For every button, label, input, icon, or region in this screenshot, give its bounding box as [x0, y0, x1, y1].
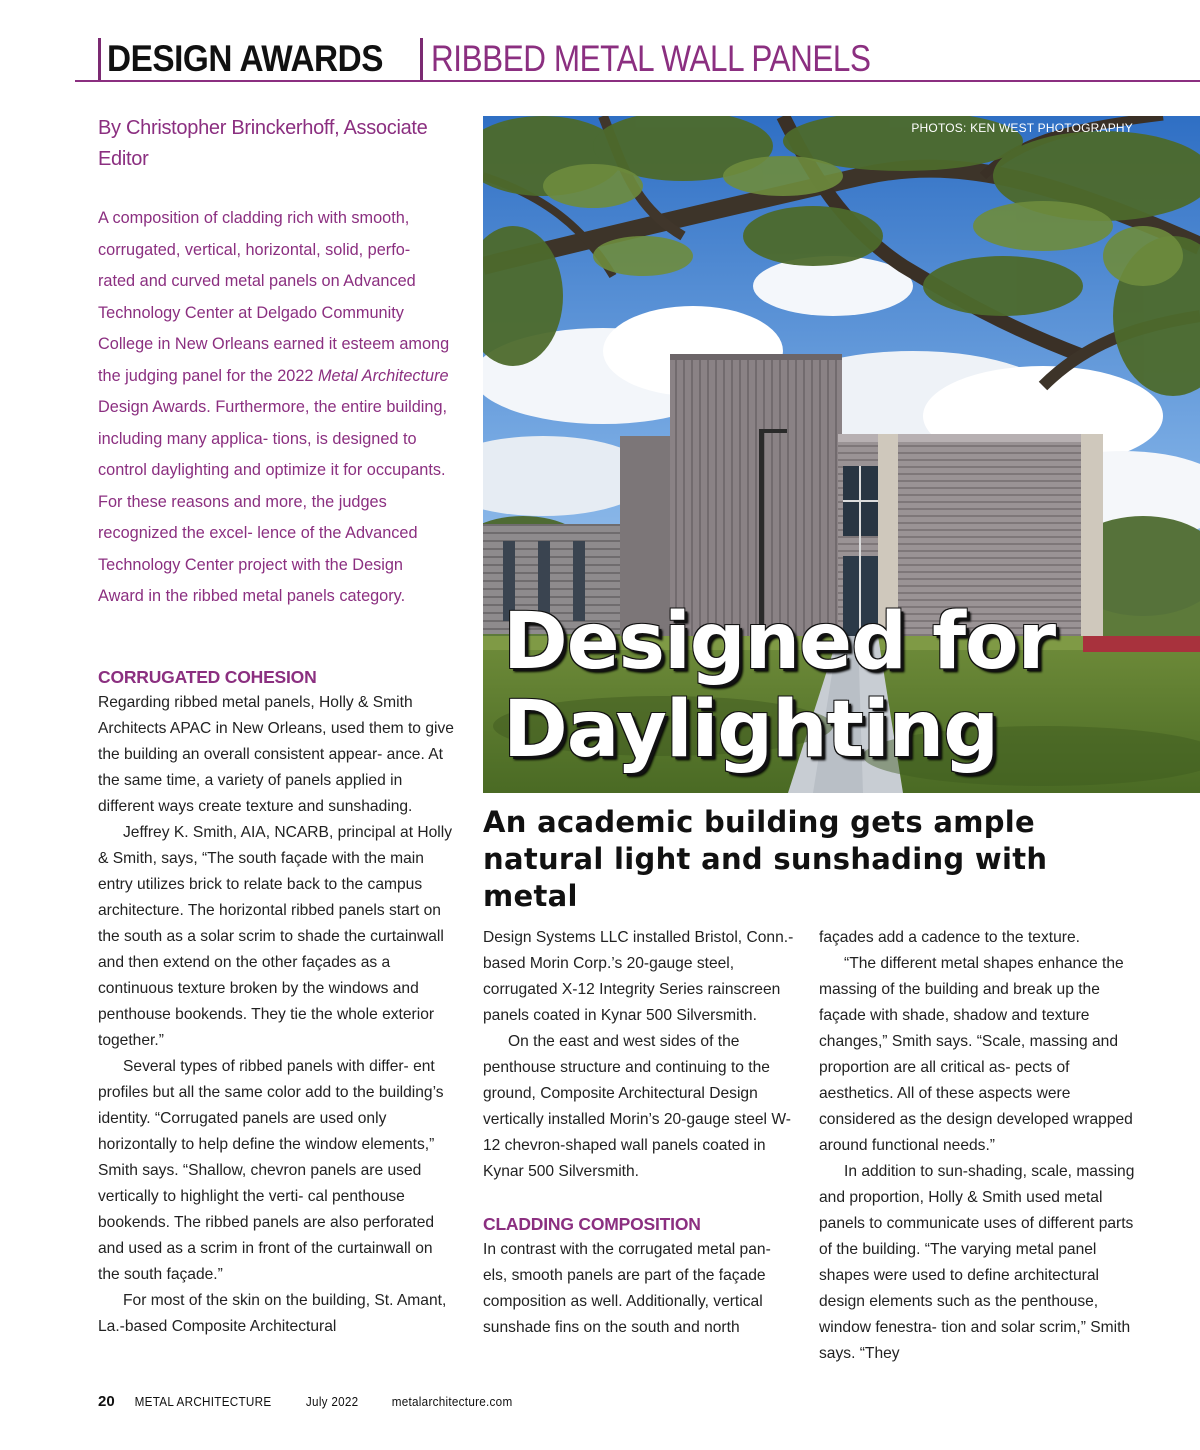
magazine-name: METAL ARCHITECTURE — [134, 1394, 272, 1409]
middle-paragraph-2: On the east and west sides of the penthouse structure and continuing to the ground, Composite Architectural Design vertically installed Morin’s 20-gauge steel W-12 chevron-shaped wall panels coated in Kynar 500 Silversmith. — [483, 1033, 791, 1180]
left-paragraph-2: Jeffrey K. Smith, AIA, NCARB, principal at Holly & Smith, says, “The south façade with the main entry utilizes brick to relate back to the campus architecture. The horizontal ribbed panels start on the south as a solar scrim to shade the curtainwall and then extend on the other façades as a continuous texture broken by the windows and penthouse bookends. They tie the whole exterior together.” — [98, 824, 453, 1049]
header-divider-left — [98, 38, 101, 80]
left-paragraph-1: Regarding ribbed metal panels, Holly & Smith Architects APAC in New Orleans, used them to give the building an overall consistent appear- ance. At the same time, a variety of panels applied in different ways create texture and sunshading. — [98, 694, 454, 815]
middle-paragraph-1: Design Systems LLC installed Bristol, Conn.-based Morin Corp.’s 20-gauge steel, corrugated X-12 Integrity Series rainscreen panels coated in Kynar 500 Silversmith. — [483, 929, 794, 1024]
magazine-url: metalarchitecture.com — [391, 1394, 513, 1409]
right-paragraph-1: façades add a cadence to the texture. — [819, 929, 1080, 946]
title-line-1: Designed for — [503, 597, 1056, 687]
section-topic: RIBBED METAL WALL PANELS — [430, 38, 871, 79]
heading-corrugated-cohesion: CORRUGATED COHESION — [98, 667, 317, 687]
header-divider-mid — [420, 38, 423, 80]
intro-deck — [98, 203, 450, 613]
left-column — [98, 664, 454, 1340]
issue-date: July 2022 — [305, 1394, 359, 1409]
right-paragraph-2: “The different metal shapes enhance the massing of the building and break up the façade with shade, shadow and texture changes,” Smith says. “Scale, massing and proportion are all critical as- pects of aesthetics. All of these aspects were considered as the design developed wrapped around functional needs.” — [819, 955, 1133, 1154]
middle-column — [483, 925, 799, 1341]
left-paragraph-4: For most of the skin on the building, St. Amant, La.-based Composite Architectural — [98, 1292, 447, 1335]
intro-text-part1: A composition of cladding rich with smooth, corrugated, vertical, horizontal, solid, perfo- rated and curved metal panels on Advanced Technology Center at Delgado Community College in New Orleans earned it esteem among the judging panel for the 2022 — [98, 209, 450, 385]
right-paragraph-3: In addition to sun-shading, scale, massing and proportion, Holly & Smith used metal panels to communicate uses of different parts of the building. “The varying metal panel shapes were used to define architectural design elements such as the penthouse, window fenestra- tion and solar scrim,” Smith says. “They — [819, 1163, 1135, 1362]
byline: By Christopher Brinckerhoff, Associate Editor — [98, 117, 428, 170]
intro-italic-magazine: Metal Architecture — [317, 366, 449, 385]
left-paragraph-3: Several types of ribbed panels with differ- ent profiles but all the same color add to the building’s identity. “Corrugated panels are used only horizontally to help define the window elements,” Smith says. “Shallow, chevron panels are used vertically to highlight the verti- cal penthouse bookends. The ribbed panels are also perforated and used as a scrim in front of the curtainwall on the south façade.” — [98, 1058, 444, 1283]
right-column — [819, 925, 1139, 1367]
article-title — [503, 598, 1193, 774]
title-line-2: Daylighting — [503, 685, 999, 775]
page-number: 20 — [98, 1393, 115, 1410]
page-footer — [98, 1393, 543, 1410]
photo-credit: PHOTOS: KEN WEST PHOTOGRAPHY — [911, 121, 1133, 135]
page-header — [98, 36, 948, 82]
section-title: DESIGN AWARDS — [107, 38, 384, 79]
heading-cladding-composition: CLADDING COMPOSITION — [483, 1214, 701, 1234]
article-subtitle: An academic building gets ample natural light and sunshading with metal — [483, 805, 1048, 913]
header-rule — [75, 80, 1200, 82]
intro-text-part2: Design Awards. Furthermore, the entire building, including many applica- tions, is designed to control daylighting and optimize it for occupants. For these reasons and more, the judges recognized the excel- lence of the Advanced Technology Center project with the Design Award in the ribbed metal panels category. — [98, 398, 448, 605]
middle-paragraph-3: In contrast with the corrugated metal pan- els, smooth panels are part of the façade composition as well. Additionally, vertical sunshade fins on the south and north — [483, 1241, 771, 1336]
